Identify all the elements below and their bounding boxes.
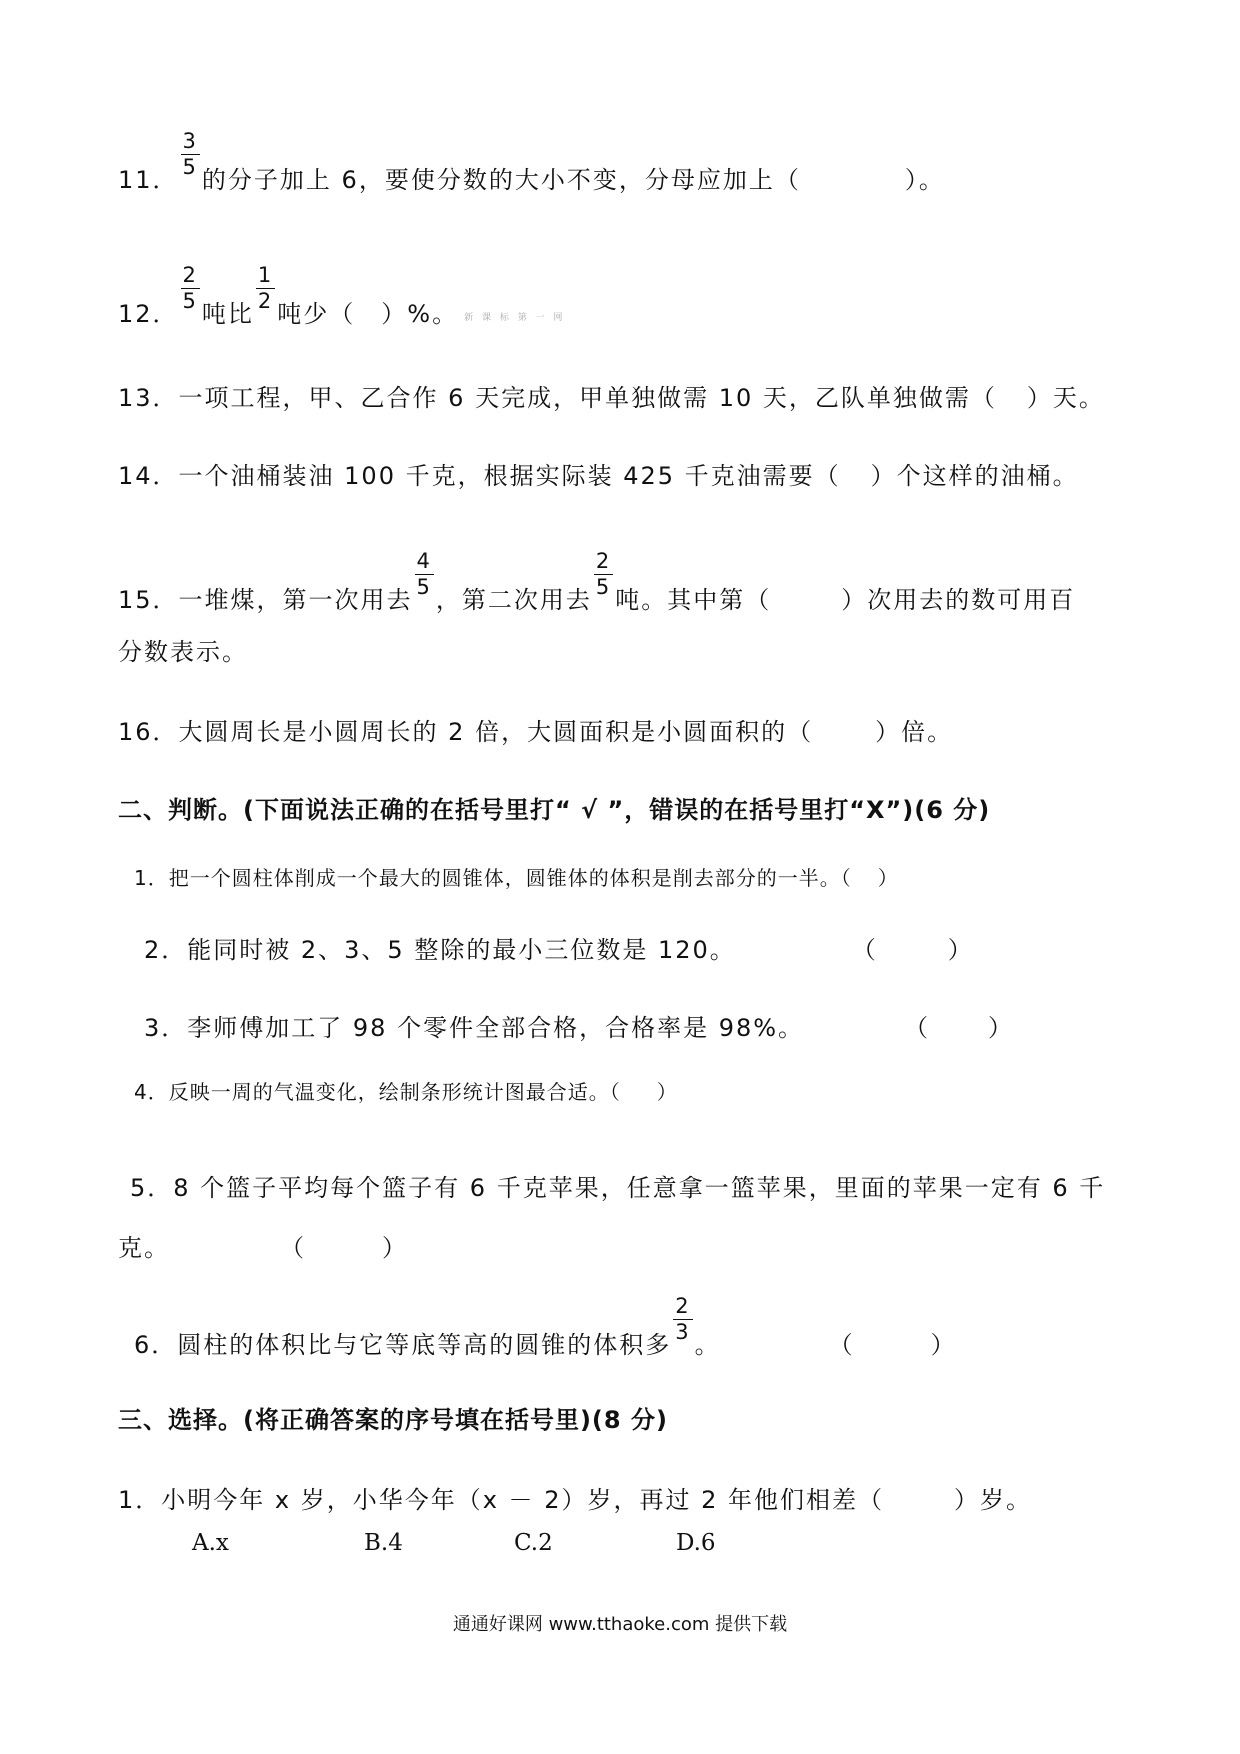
option-d[interactable]: D.6: [676, 1530, 716, 1556]
judgment-item-6: 6．圆柱的体积比与它等底等高的圆锥的体积多 $\frac{2}{3}$ 。 （ ）: [134, 1294, 957, 1359]
judgment-item-4: 4．反映一周的气温变化，绘制条形统计图最合适。（ ）: [134, 1080, 678, 1104]
question-12: 12． $\frac{2}{5}$ 吨比 $\frac{1}{2}$ 吨少（ ）%。 新 课 标 第 一 网: [118, 263, 566, 328]
question-number: 12．: [118, 300, 179, 328]
footer-credit: 通通好课网 www.tthaoke.com 提供下载: [452, 1614, 788, 1635]
option-a[interactable]: A.x: [192, 1530, 229, 1556]
fraction: $\frac{4}{5}$: [416, 549, 432, 599]
question-11: 11． $\frac{3}{5}$ 的分子加上 6，要使分数的大小不变，分母应加上（ ）。: [118, 129, 945, 194]
fraction: $\frac{1}{2}$: [257, 263, 274, 313]
fraction: $\frac{2}{5}$: [182, 263, 198, 313]
judgment-item-5: 5．8 个篮子平均每个篮子有 6 千克苹果，任意拿一篮苹果，里面的苹果一定有 6 千: [130, 1174, 1106, 1202]
option-c[interactable]: C.2: [514, 1530, 553, 1556]
question-text: 13．一项工程，甲、乙合作 6 天完成，甲单独做需 10 天，乙队单独做需（: [118, 384, 997, 412]
section-3-heading: 三、选择。(将正确答案的序号填在括号里)(8 分): [118, 1406, 668, 1434]
question-text: 16．大圆周长是小圆周长的 2 倍，大圆面积是小圆面积的（: [118, 718, 814, 746]
section-2-heading: 二、判断。(下面说法正确的在括号里打“ √ ”，错误的在括号里打“X”)(6 分): [118, 796, 991, 824]
option-b[interactable]: B.4: [364, 1530, 403, 1556]
question-15: 15．一堆煤，第一次用去 $\frac{4}{5}$ ，第二次用去 $\frac{2}{5}$ 吨。其中第（ ）次用去的数可用百: [118, 549, 1076, 614]
fraction: $\frac{2}{3}$: [675, 1294, 691, 1344]
question-text: 的分子加上 6，要使分数的大小不变，分母应加上（: [201, 166, 801, 194]
judgment-item-2: 2．能同时被 2、3、5 整除的最小三位数是 120。 （ ）: [144, 936, 974, 964]
question-text: 14．一个油桶装油 100 千克，根据实际装 425 千克油需要（: [118, 462, 841, 490]
judgment-item-5-continuation: 克。 （ ）: [118, 1234, 408, 1262]
judgment-item-3: 3．李师傅加工了 98 个零件全部合格，合格率是 98%。 （ ）: [144, 1014, 1015, 1042]
question-number: 15．: [118, 586, 179, 614]
judgment-item-1: 1．把一个圆柱体削成一个最大的圆锥体，圆锥体的体积是削去部分的一半。（ ）: [134, 866, 899, 890]
question-14: 14．一个油桶装油 100 千克，根据实际装 425 千克油需要（ ）个这样的油桶。: [118, 462, 1079, 490]
question-15-continuation: 分数表示。: [118, 638, 248, 666]
question-13: 13．一项工程，甲、乙合作 6 天完成，甲单独做需 10 天，乙队单独做需（ ）天。: [118, 384, 1105, 412]
fraction: $\frac{2}{5}$: [595, 549, 612, 599]
choice-question-1: 1．小明今年 x 岁，小华今年（x － 2）岁，再过 2 年他们相差（ ）岁。: [118, 1486, 1032, 1514]
watermark: 新 课 标 第 一 网: [464, 313, 566, 323]
question-16: 16．大圆周长是小圆周长的 2 倍，大圆面积是小圆面积的（ ）倍。: [118, 718, 954, 746]
question-text: 吨少（: [277, 300, 356, 328]
question-number: 11．: [118, 166, 179, 194]
fraction: $\frac{3}{5}$: [182, 129, 198, 179]
